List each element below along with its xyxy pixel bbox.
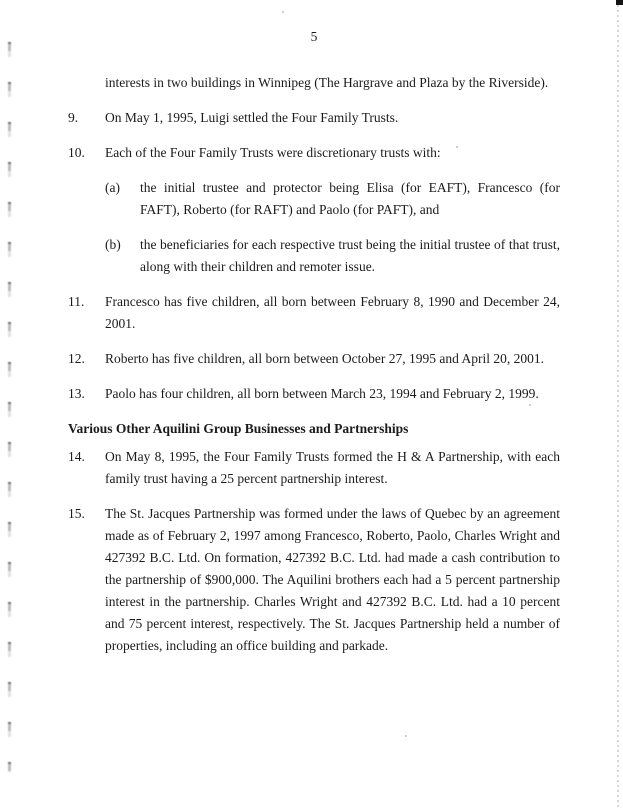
paragraph-number: 9. xyxy=(68,110,79,125)
paragraph-number: 13. xyxy=(68,386,85,401)
paragraph-15 xyxy=(68,503,560,657)
paragraph-number: 11. xyxy=(68,294,85,309)
paragraph-number: 14. xyxy=(68,449,85,464)
paragraph-10 xyxy=(68,142,560,164)
paragraph-12 xyxy=(68,348,560,370)
page-number: 5 xyxy=(310,29,318,44)
scan-corner-mark xyxy=(616,0,623,5)
paragraph-number: 15. xyxy=(68,506,85,521)
paragraph-number: 10. xyxy=(68,145,85,160)
paragraph-text: On May 1, 1995, Luigi settled the Four Family Trusts. xyxy=(105,110,399,125)
document-body xyxy=(68,30,560,670)
paragraph-text: On May 8, 1995, the Four Family Trusts formed the H & A Partnership, with each family trust having a 25 percent partnership interest. xyxy=(105,449,560,486)
paragraph-text: Paolo has four children, all born between March 23, 1994 and February 2, 1999. xyxy=(105,386,539,401)
subparagraph-text: the initial trustee and protector being Elisa (for EAFT), Francesco (for FAFT), Roberto (for RAFT) and Paolo (for PAFT), and xyxy=(140,180,560,217)
scan-speck xyxy=(282,11,284,13)
paragraph-text: The St. Jacques Partnership was formed under the laws of Quebec by an agreement made as of February 2, 1997 among Francesco, Roberto, Paolo, Charles Wright and 427392 B.C. Ltd. On formation, 427392 B.C. Ltd. had made a cash contribution to the partnership of $900,000. The Aquilini brothers each had a 5 percent partnership interest in the partnership. Charles Wright and 427392 B.C. Ltd. had a 10 percent and 75 percent interest, respectively. The St. Jacques Partnership held a number of properties, including an office building and parkade. xyxy=(105,506,560,653)
paragraph-text: Roberto has five children, all born between October 27, 1995 and April 20, 2001. xyxy=(105,351,545,366)
subparagraph-a xyxy=(105,177,560,221)
paragraph-14 xyxy=(68,446,560,490)
subparagraph-text: the beneficiaries for each respective trust being the initial trustee of that trust, along with their children and remoter issue. xyxy=(140,237,560,274)
paragraph-11 xyxy=(68,291,560,335)
subparagraph-letter: (a) xyxy=(105,180,120,195)
scan-speck xyxy=(405,735,407,737)
subparagraph-b xyxy=(105,234,560,278)
continuation-paragraph: interests in two buildings in Winnipeg (The Hargrave and Plaza by the Riverside). xyxy=(105,75,549,90)
paragraph-text: Each of the Four Family Trusts were discretionary trusts with: xyxy=(105,145,441,160)
paragraph-9 xyxy=(68,107,560,129)
scan-edge-line xyxy=(617,0,619,808)
paragraph-text: Francesco has five children, all born between February 8, 1990 and December 24, 2001. xyxy=(105,294,560,331)
section-heading: Various Other Aquilini Group Businesses and Partnerships xyxy=(68,421,409,436)
subparagraph-letter: (b) xyxy=(105,237,121,252)
paragraph-13 xyxy=(68,383,560,405)
scan-binding-marks xyxy=(8,42,11,772)
paragraph-number: 12. xyxy=(68,351,85,366)
